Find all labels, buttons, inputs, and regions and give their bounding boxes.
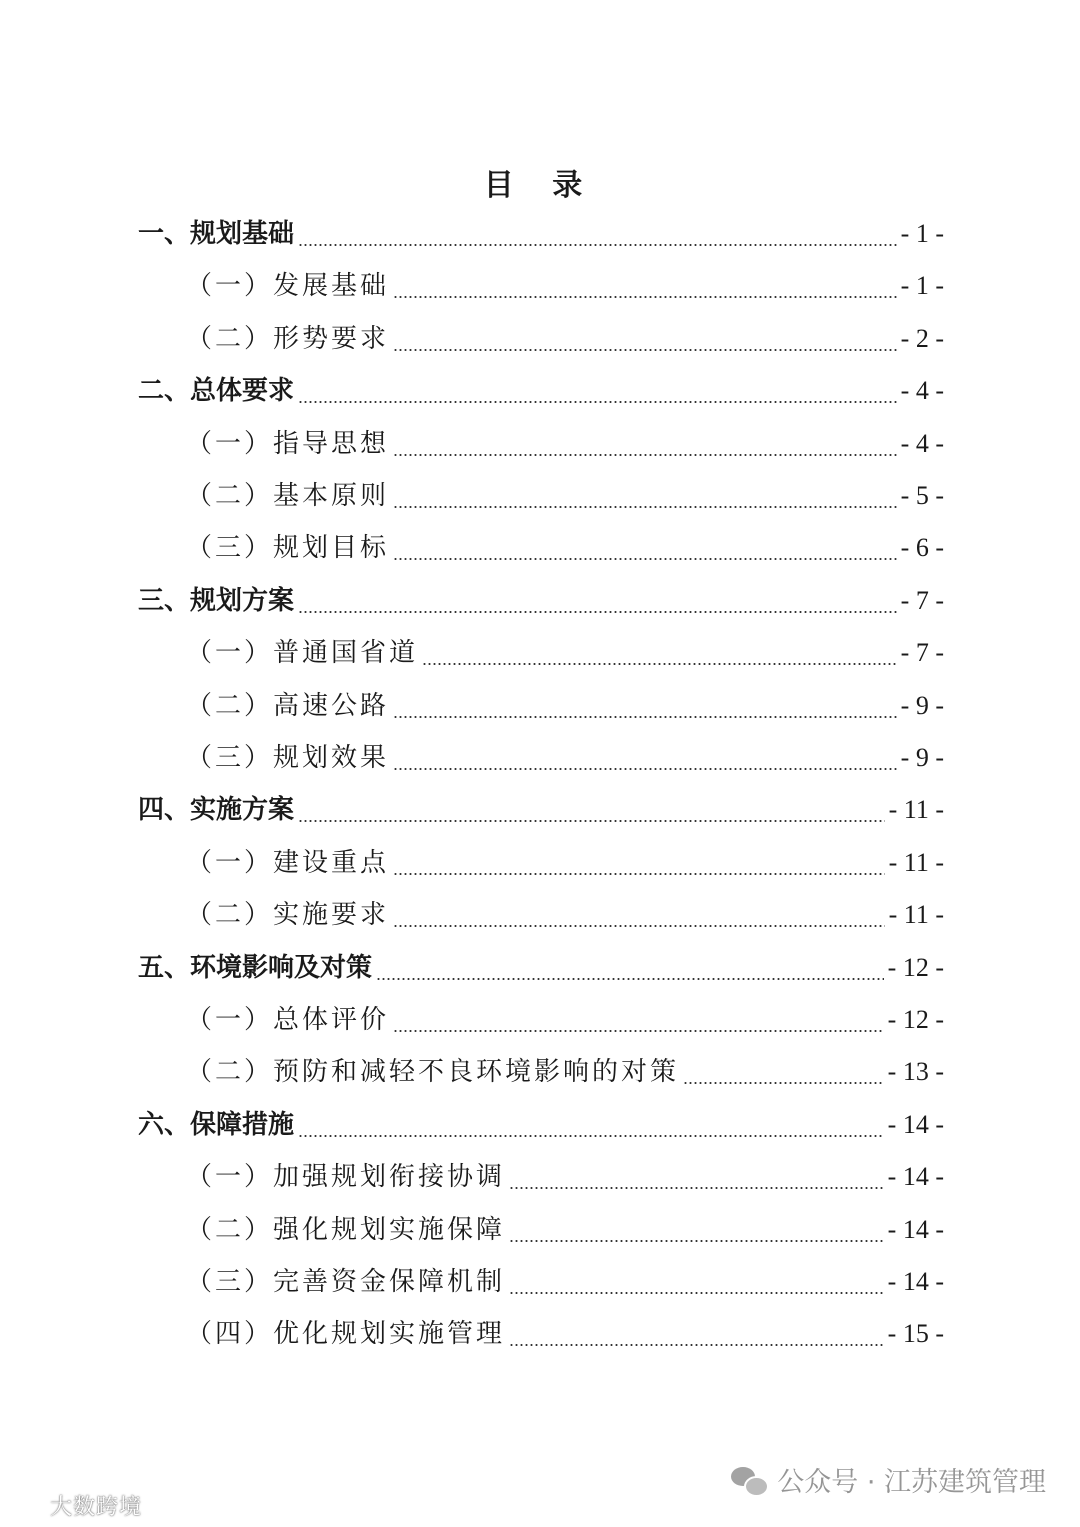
toc-section-entry[interactable] xyxy=(186,732,944,784)
toc-page-number: - 12 - xyxy=(887,1005,944,1034)
toc-entry-title: 四、实施方案 xyxy=(138,795,295,826)
toc-page-number: - 14 - xyxy=(887,1109,944,1139)
toc-page-number: - 11 - xyxy=(888,900,944,930)
toc-page-number: - 9 - xyxy=(900,690,944,720)
toc-section-entry[interactable] xyxy=(186,889,944,941)
toc-entry-title: 五、环境影响及对策 xyxy=(138,952,373,983)
toc-section-entry[interactable] xyxy=(186,260,944,312)
toc-chapter-entry[interactable] xyxy=(138,784,944,836)
corner-watermark-text: 大数跨境 xyxy=(50,1495,143,1520)
toc-section-entry[interactable] xyxy=(186,313,944,365)
dot-leader xyxy=(298,820,885,822)
toc-page-number: - 1 - xyxy=(900,219,944,248)
toc-section-entry[interactable] xyxy=(186,1256,944,1308)
dot-leader xyxy=(393,716,897,718)
dot-leader xyxy=(393,506,897,508)
toc-chapter-entry[interactable] xyxy=(138,208,944,260)
toc-page-number: - 11 - xyxy=(888,847,944,877)
toc-chapter-entry[interactable] xyxy=(138,942,944,994)
toc-section-entry[interactable] xyxy=(186,837,944,889)
toc-entry-title: （一）加强规划衔接协调 xyxy=(186,1162,506,1193)
toc-page-number: - 2 - xyxy=(900,323,944,353)
toc-entry-title: （二）高速公路 xyxy=(186,690,390,721)
toc-chapter-entry[interactable] xyxy=(138,365,944,417)
toc-entry-title: 六、保障措施 xyxy=(138,1109,295,1140)
toc-entry-title: （一）普通国省道 xyxy=(186,638,419,669)
dot-leader xyxy=(393,768,897,770)
dot-leader xyxy=(393,454,897,456)
toc-section-entry[interactable] xyxy=(186,1151,944,1203)
toc-page-number: - 14 - xyxy=(887,1267,944,1296)
corner-watermark xyxy=(8,1490,142,1521)
toc-page-number: - 6 - xyxy=(900,533,944,563)
toc-section-entry[interactable] xyxy=(186,522,944,574)
toc-chapter-entry[interactable] xyxy=(138,575,944,627)
toc-entry-title: 二、总体要求 xyxy=(138,376,295,407)
toc-entry-title: （二）形势要求 xyxy=(186,323,390,354)
dot-leader xyxy=(298,244,897,246)
toc-entry-title: （一）发展基础 xyxy=(186,271,390,302)
brand-logo-icon xyxy=(8,1495,46,1517)
toc-entry-title: （二）预防和减轻不良环境影响的对策 xyxy=(186,1057,680,1088)
dot-leader xyxy=(393,296,897,298)
watermark-text: 公众号 · 江苏建筑管理 xyxy=(777,1467,1046,1498)
toc-page-number: - 14 - xyxy=(887,1162,944,1192)
dot-leader xyxy=(393,558,897,560)
dot-leader xyxy=(683,1082,884,1084)
toc-section-entry[interactable] xyxy=(186,680,944,732)
page-title: 目 录 xyxy=(483,168,597,203)
dot-leader xyxy=(298,1135,884,1137)
toc-section-entry[interactable] xyxy=(186,470,944,522)
toc-page-number: - 9 - xyxy=(900,743,944,772)
dot-leader xyxy=(298,401,897,403)
toc-page-number: - 12 - xyxy=(887,952,944,982)
dot-leader xyxy=(393,873,885,875)
toc-entry-title: （二）实施要求 xyxy=(186,900,390,931)
toc-entry-title: 三、规划方案 xyxy=(138,585,295,616)
toc-section-entry[interactable] xyxy=(186,1308,944,1360)
toc-entry-title: （三）完善资金保障机制 xyxy=(186,1267,506,1297)
watermark xyxy=(731,1460,1046,1499)
toc-section-entry[interactable] xyxy=(186,627,944,679)
dot-leader xyxy=(509,1292,884,1294)
wechat-icon xyxy=(731,1465,767,1495)
toc-page-number: - 14 - xyxy=(887,1214,944,1244)
dot-leader xyxy=(509,1344,884,1346)
toc-chapter-entry[interactable] xyxy=(138,1099,944,1151)
toc-page-number: - 15 - xyxy=(887,1319,944,1349)
dot-leader xyxy=(509,1240,884,1242)
toc-entry-title: （三）规划效果 xyxy=(186,743,390,773)
toc-page-number: - 7 - xyxy=(900,638,944,668)
dot-leader xyxy=(298,611,897,613)
toc-page-number: - 7 - xyxy=(900,585,944,615)
dot-leader xyxy=(422,663,897,665)
toc-entry-title: （二）强化规划实施保障 xyxy=(186,1214,506,1245)
toc-page-number: - 1 - xyxy=(900,271,944,301)
toc-entry-title: （三）规划目标 xyxy=(186,533,390,564)
toc-page-number: - 4 - xyxy=(900,428,944,458)
toc-section-entry[interactable] xyxy=(186,1046,944,1098)
toc-page-number: - 13 - xyxy=(887,1057,944,1087)
dot-leader xyxy=(393,925,885,927)
toc-section-entry[interactable] xyxy=(186,1204,944,1256)
toc-page-number: - 11 - xyxy=(888,795,944,825)
toc-entry-title: 一、规划基础 xyxy=(138,219,295,249)
dot-leader xyxy=(393,1030,884,1032)
dot-leader xyxy=(509,1187,884,1189)
toc-entry-title: （一）总体评价 xyxy=(186,1005,390,1035)
toc-entry-title: （一）指导思想 xyxy=(186,428,390,459)
toc-section-entry[interactable] xyxy=(186,994,944,1046)
toc-entry-title: （四）优化规划实施管理 xyxy=(186,1319,506,1350)
dot-leader xyxy=(376,978,884,980)
toc-entry-title: （一）建设重点 xyxy=(186,847,390,878)
toc-entry-title: （二）基本原则 xyxy=(186,481,390,511)
toc-page-number: - 5 - xyxy=(900,481,944,510)
toc-section-entry[interactable] xyxy=(186,418,944,470)
toc-page-number: - 4 - xyxy=(900,376,944,406)
dot-leader xyxy=(393,349,897,351)
